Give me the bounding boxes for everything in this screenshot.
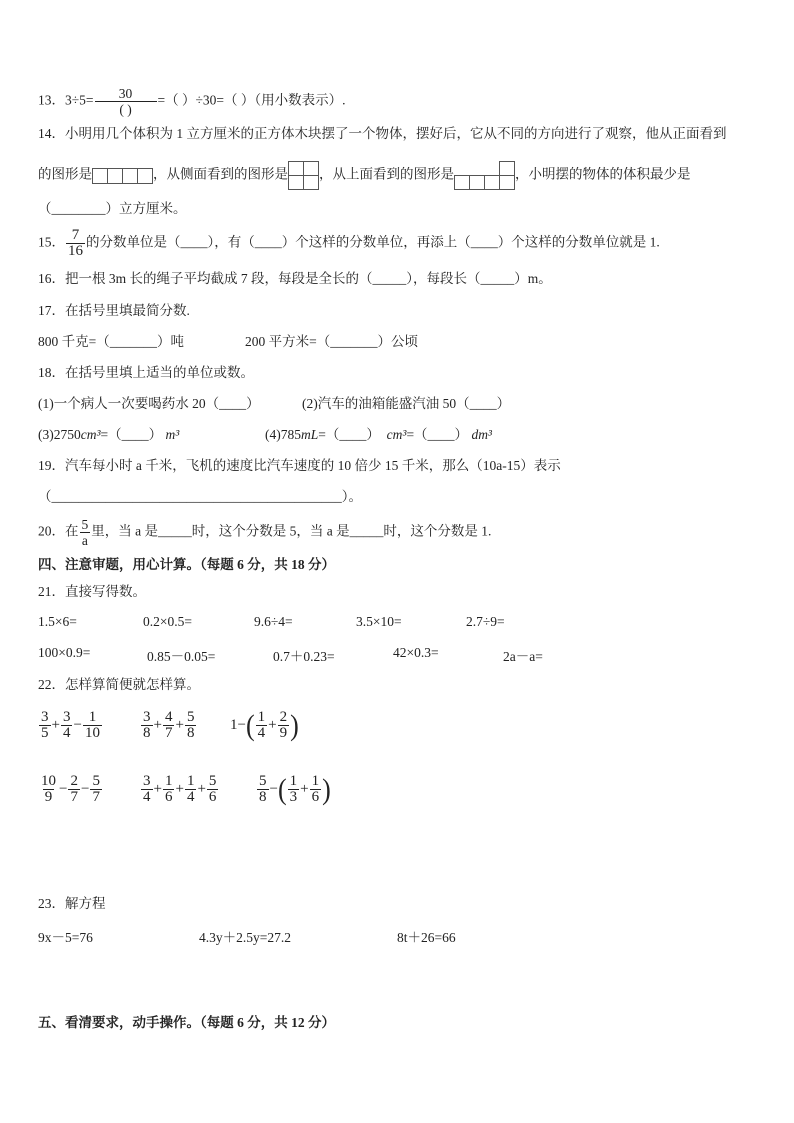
q21-row2-item: 0.7＋0.23= bbox=[273, 649, 335, 664]
question-18-b: (2)汽车的油箱能盛汽油 50（____） bbox=[302, 396, 511, 411]
question-17-a: 800 千克=（_______）吨 bbox=[38, 334, 184, 349]
q22-expr-5: $\frac{3}{4}$ + $\frac{1}{6}$ + $\frac{1}{4}$ + $\frac{5}{6}$ bbox=[143, 773, 217, 805]
q23-equation: 8t＋26=66 bbox=[397, 930, 456, 945]
question-18-c: (3)2750cm³=（____） m³ bbox=[38, 427, 180, 442]
question-21-title: 21．直接写得数。 bbox=[38, 584, 146, 599]
question-17-b: 200 平方米=（_______）公顷 bbox=[245, 334, 418, 349]
question-18-d: (4)785mL=（____） cm³=（____） dm³ bbox=[265, 427, 492, 442]
q21-row1-item: 2.7÷9= bbox=[466, 614, 505, 629]
question-18-title: 18．在括号里填上适当的单位或数。 bbox=[38, 365, 254, 380]
question-13: 13．3÷5= $\frac{30}{( )}$ =（ ）÷30=（ ）（用小数表示）. bbox=[38, 86, 346, 117]
question-22-title: 22．怎样算简便就怎样算。 bbox=[38, 677, 200, 692]
q21-row1-item: 9.6÷4= bbox=[254, 614, 293, 629]
section-4-heading: 四、注意审题，用心计算。（每题 6 分，共 18 分） bbox=[38, 557, 335, 572]
question-14-line3: （________）立方厘米。 bbox=[38, 201, 187, 216]
question-15: 15． $\frac{7}{16}$ 的分数单位是（____），有（____）个这样的分数单位，再添上（____）个这样的分数单位就是 1. bbox=[38, 227, 660, 259]
q21-row1-item: 1.5×6= bbox=[38, 614, 77, 629]
question-14-line1: 14．小明用几个体积为 1 立方厘米的正方体木块摆了一个物体，摆好后，它从不同的方向进行了观察，他从正面看到 bbox=[38, 126, 727, 141]
section-5-heading: 五、看清要求，动手操作。（每题 6 分，共 12 分） bbox=[38, 1015, 335, 1030]
question-17-title: 17．在括号里填最简分数. bbox=[38, 303, 190, 318]
question-14-line2: 的图形是 ，从侧面看到的图形是 ，从上面看到的图形是 ，小明摆的物体的体积最少是 bbox=[38, 161, 691, 190]
side-view-figure bbox=[288, 161, 319, 190]
q21-row2-item: 0.85－0.05= bbox=[147, 649, 216, 664]
top-view-figure bbox=[454, 161, 515, 190]
question-18-a: (1)一个病人一次要喝药水 20（____） bbox=[38, 396, 260, 411]
q22-expr-1: $\frac{3}{5}$ + $\frac{3}{4}$ − $\frac{1}{10}$ bbox=[41, 709, 100, 741]
q23-equation: 4.3y＋2.5y=27.2 bbox=[199, 930, 291, 945]
q22-expr-3: 1−( $\frac{1}{4}$ + $\frac{2}{9}$ ) bbox=[230, 708, 299, 742]
question-19-line2: （___________________________________________）。 bbox=[38, 489, 362, 504]
q23-equation: 9x－5=76 bbox=[38, 930, 93, 945]
front-view-figure bbox=[92, 168, 153, 184]
q21-row2-item: 100×0.9= bbox=[38, 645, 91, 660]
question-20: 20．在 $\frac{5}{a}$ 里，当 a 是_____时，这个分数是 5，当 a 是_____时，这个分数是 1. bbox=[38, 517, 492, 548]
q20-fraction: $\frac{5}{a}$ bbox=[81, 517, 89, 548]
q22-expr-4: $\frac{10}{9}$ − $\frac{2}{7}$ − $\frac{5}{7}$ bbox=[41, 773, 100, 805]
q21-row1-item: 3.5×10= bbox=[356, 614, 402, 629]
question-16: 16．把一根 3m 长的绳子平均截成 7 段，每段是全长的（_____），每段长（_____）m。 bbox=[38, 271, 552, 286]
q15-fraction: $\frac{7}{16}$ bbox=[68, 227, 83, 259]
q21-row2-item: 42×0.3= bbox=[393, 645, 439, 660]
q22-expr-6: $\frac{5}{8}$ −( $\frac{1}{3}$ + $\frac{1}{6}$ ) bbox=[259, 772, 331, 806]
q13-fraction: $\frac{30}{( )}$ bbox=[95, 86, 157, 117]
question-19-line1: 19．汽车每小时 a 千米，飞机的速度比汽车速度的 10 倍少 15 千米，那么（10a-15）表示 bbox=[38, 458, 561, 473]
q22-expr-2: $\frac{3}{8}$ + $\frac{4}{7}$ + $\frac{5}{8}$ bbox=[143, 709, 195, 741]
q21-row1-item: 0.2×0.5= bbox=[143, 614, 192, 629]
q21-row2-item: 2a－a= bbox=[503, 649, 543, 664]
question-23-title: 23．解方程 bbox=[38, 896, 106, 911]
